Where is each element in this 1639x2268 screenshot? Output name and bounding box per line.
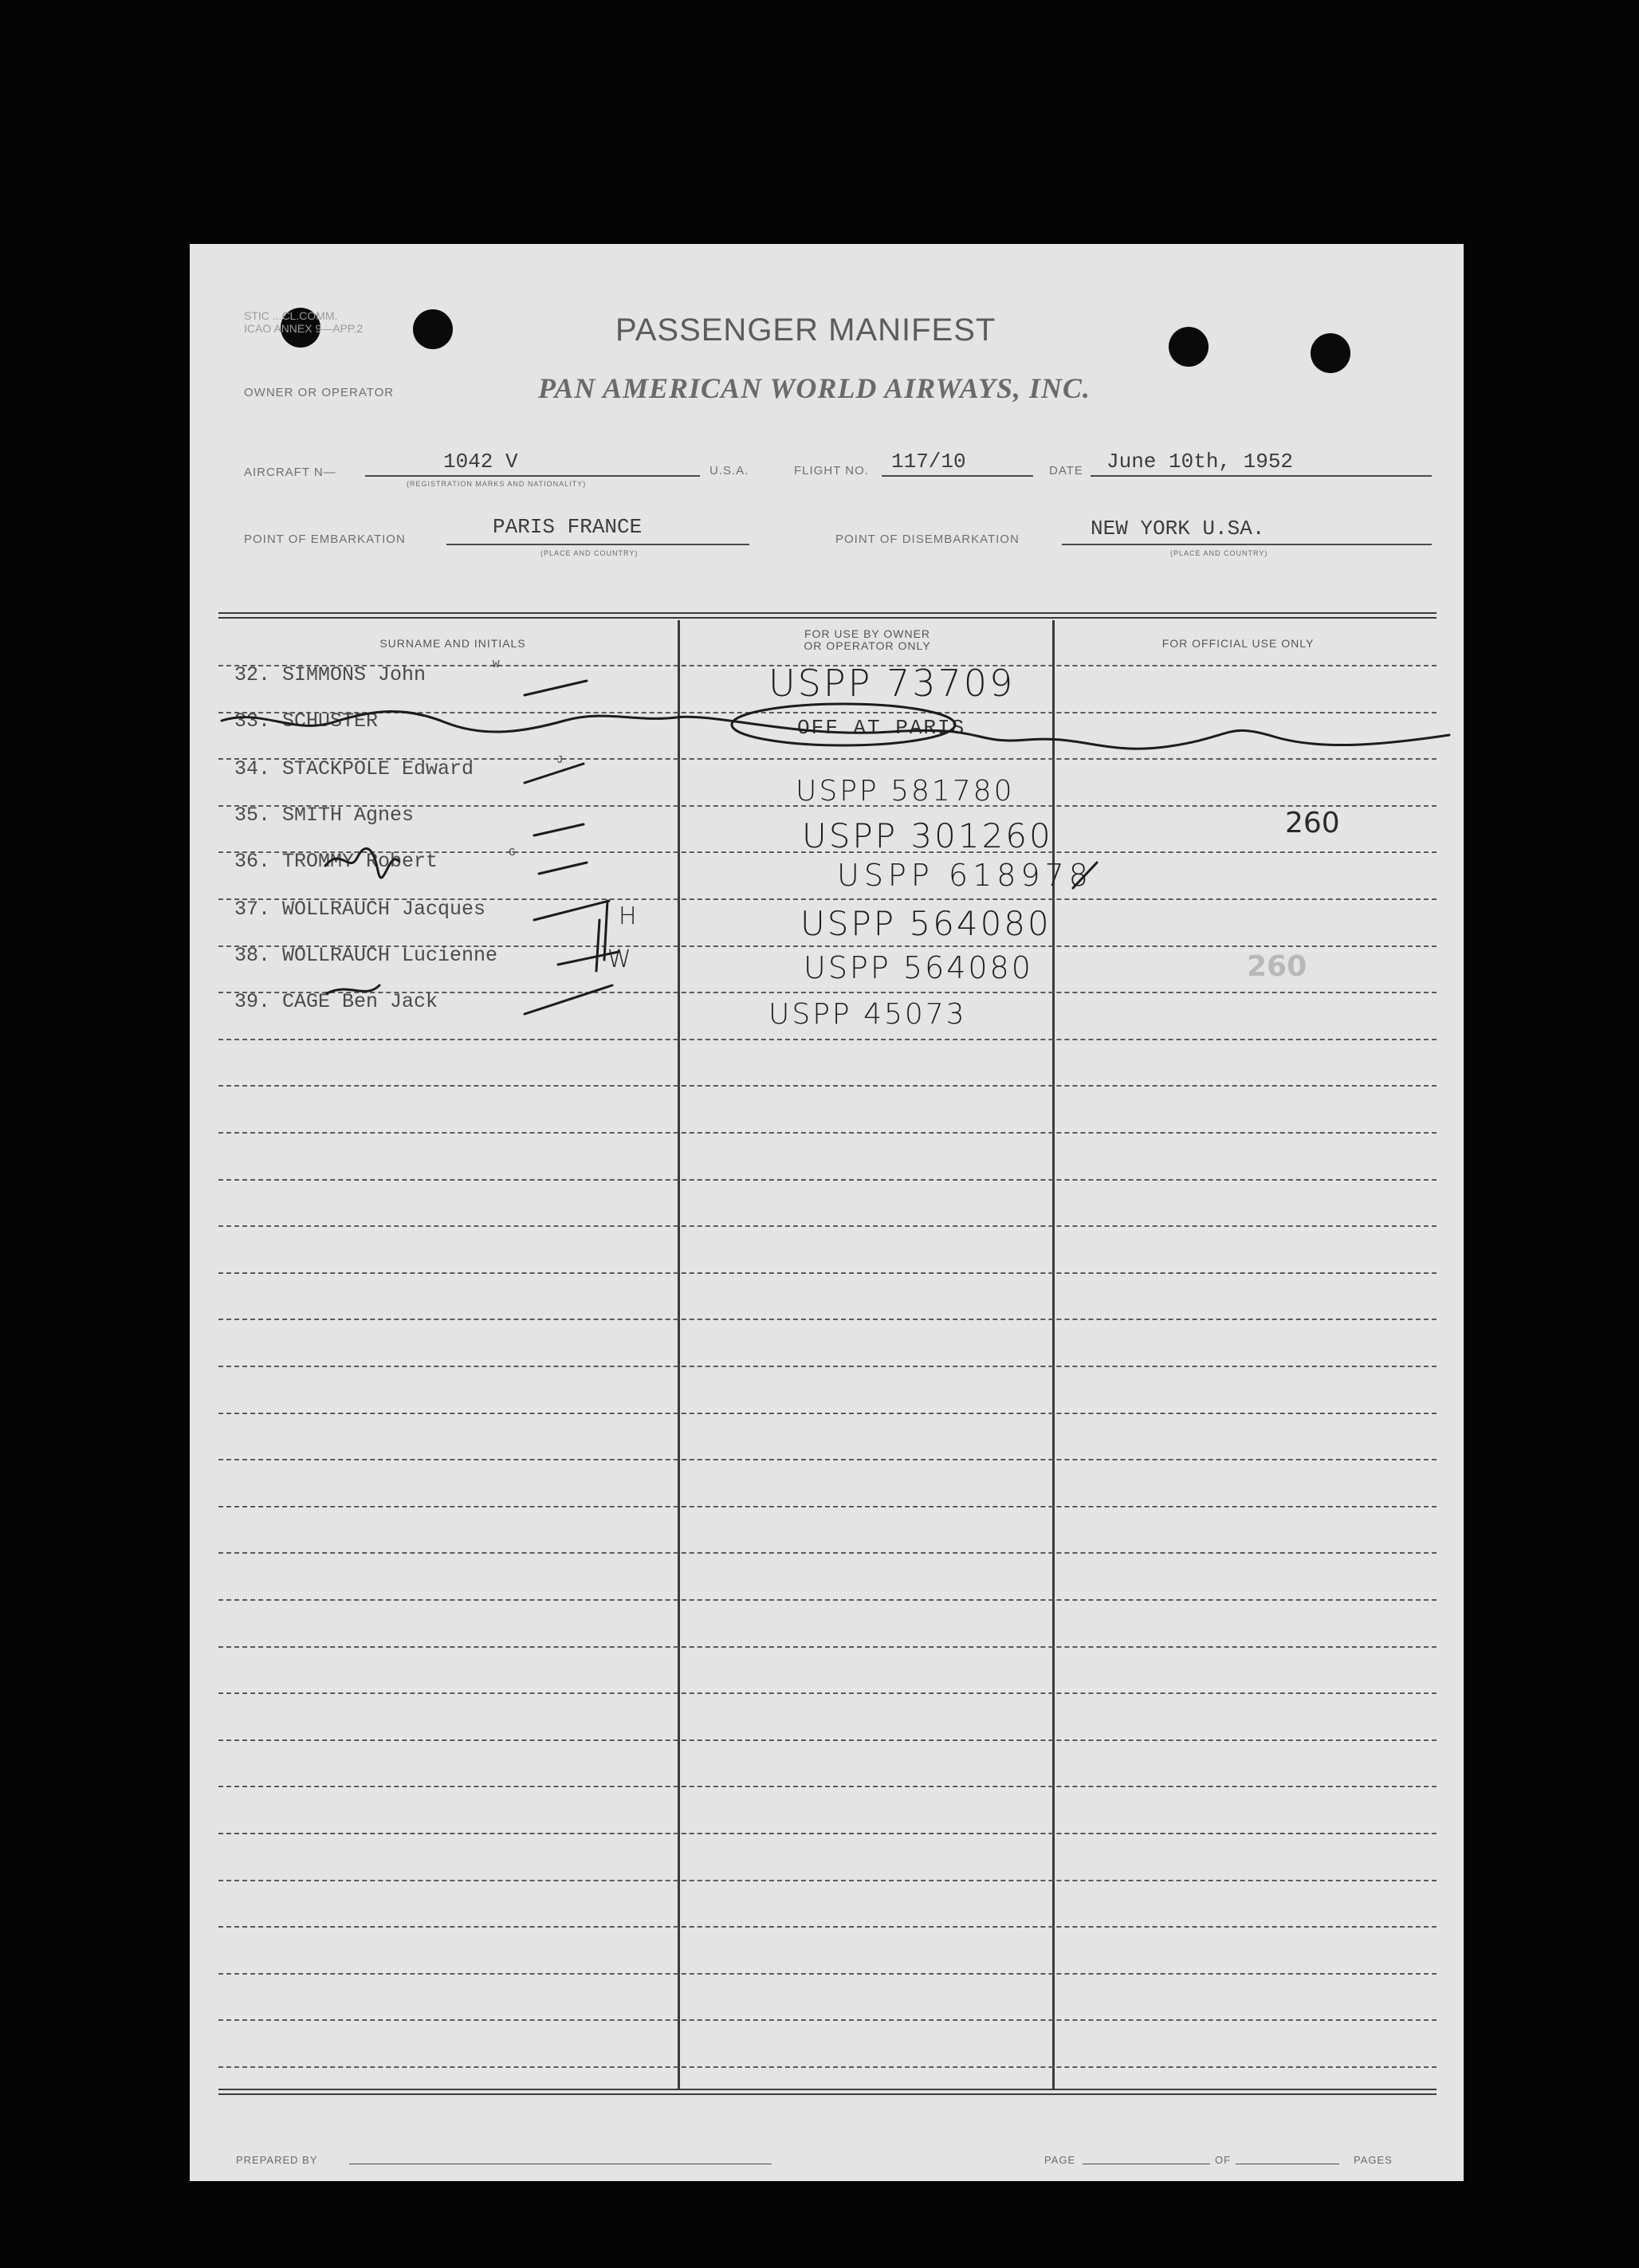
bracket-stroke bbox=[604, 901, 607, 960]
usa-label: U.S.A. bbox=[709, 464, 749, 478]
prepared-by-label: PREPARED BY bbox=[236, 2154, 318, 2166]
aircraft-value: 1042 V bbox=[443, 450, 518, 474]
passenger-initial: J bbox=[556, 754, 564, 767]
column-header-owner-use-line-2: OR OPERATOR ONLY bbox=[804, 639, 931, 652]
passport-annotation: OFF AT PARIS bbox=[797, 716, 966, 740]
date-value: June 10th, 1952 bbox=[1106, 450, 1294, 474]
passenger-initial: W bbox=[493, 658, 500, 671]
embark-value: PARIS FRANCE bbox=[493, 515, 643, 539]
check-stroke bbox=[534, 824, 584, 835]
check-stroke bbox=[525, 764, 584, 783]
passport-annotation: USPP 73709 bbox=[768, 662, 1016, 705]
disembark-value: NEW YORK U.SA. bbox=[1091, 517, 1265, 540]
passenger-name: 34. STACKPOLE Edward bbox=[234, 757, 474, 780]
flight-label: FLIGHT NO. bbox=[794, 464, 869, 478]
husband-mark: H bbox=[619, 902, 639, 930]
manifest-sheet bbox=[190, 244, 1464, 2181]
date-label: DATE bbox=[1049, 464, 1083, 478]
check-stroke bbox=[539, 863, 587, 874]
page-title: PASSENGER MANIFEST bbox=[615, 312, 996, 348]
disembark-sublabel: (PLACE AND COUNTRY) bbox=[1170, 549, 1268, 557]
column-header-surname: SURNAME AND INITIALS bbox=[379, 637, 526, 650]
passport-annotation: USPP 581780 bbox=[796, 775, 1015, 808]
check-stroke bbox=[558, 952, 619, 965]
flight-value: 117/10 bbox=[891, 450, 966, 474]
handwriting-overlay bbox=[190, 244, 1464, 2181]
wife-mark: W bbox=[607, 945, 634, 973]
operator-name: PAN AMERICAN WORLD AIRWAYS, INC. bbox=[538, 372, 1091, 404]
check-stroke bbox=[534, 901, 609, 920]
tick-mark bbox=[1073, 863, 1097, 888]
passenger-name: 39. CAGE Ben Jack bbox=[234, 990, 438, 1013]
disembark-label: POINT OF DISEMBARKATION bbox=[835, 533, 1020, 546]
official-stamp: 260 bbox=[1247, 950, 1307, 983]
passenger-name: 38. WOLLRAUCH Lucienne bbox=[234, 944, 498, 967]
column-header-owner-use-line-1: FOR USE BY OWNER bbox=[804, 627, 931, 640]
table-bottom-rule bbox=[218, 2089, 1437, 2095]
form-code-line-1: STIC ...CL.COMM. bbox=[244, 309, 338, 322]
passport-annotation: USPP 564080 bbox=[800, 904, 1051, 943]
aircraft-label: AIRCRAFT N— bbox=[244, 466, 336, 479]
passenger-name: 37. WOLLRAUCH Jacques bbox=[234, 898, 486, 921]
passenger-name: 36. TROMMY Robert bbox=[234, 850, 438, 873]
correction-scribble bbox=[327, 985, 379, 993]
of-label: OF bbox=[1215, 2154, 1232, 2166]
passport-annotation: USPP 618978 bbox=[837, 858, 1093, 893]
embark-sublabel: (PLACE AND COUNTRY) bbox=[540, 549, 639, 557]
passport-annotation: USPP 301260 bbox=[802, 816, 1053, 855]
correction-scribble bbox=[325, 848, 399, 878]
bracket-stroke bbox=[596, 920, 599, 971]
passenger-initial: G bbox=[509, 847, 516, 859]
official-stamp: 260 bbox=[1285, 807, 1340, 839]
passenger-name: 35. SMITH Agnes bbox=[234, 804, 415, 827]
embark-label: POINT OF EMBARKATION bbox=[244, 533, 406, 546]
passport-annotation: USPP 564080 bbox=[804, 950, 1033, 985]
check-stroke bbox=[525, 681, 587, 695]
aircraft-sublabel: (REGISTRATION MARKS AND NATIONALITY) bbox=[407, 480, 587, 488]
passenger-name: 33. SCHUSTER bbox=[234, 709, 379, 733]
pages-label: PAGES bbox=[1354, 2154, 1393, 2166]
passport-annotation: USPP 45073 bbox=[768, 998, 967, 1031]
strikethrough-wave bbox=[222, 711, 1449, 749]
form-code-line-2: ICAO ANNEX 9—APP.2 bbox=[244, 322, 364, 335]
column-header-official: FOR OFFICIAL USE ONLY bbox=[1161, 637, 1315, 650]
owner-label: OWNER OR OPERATOR bbox=[244, 386, 395, 399]
check-stroke bbox=[525, 985, 612, 1014]
passenger-name: 32. SIMMONS John bbox=[234, 663, 426, 686]
page-label: PAGE bbox=[1044, 2154, 1076, 2166]
